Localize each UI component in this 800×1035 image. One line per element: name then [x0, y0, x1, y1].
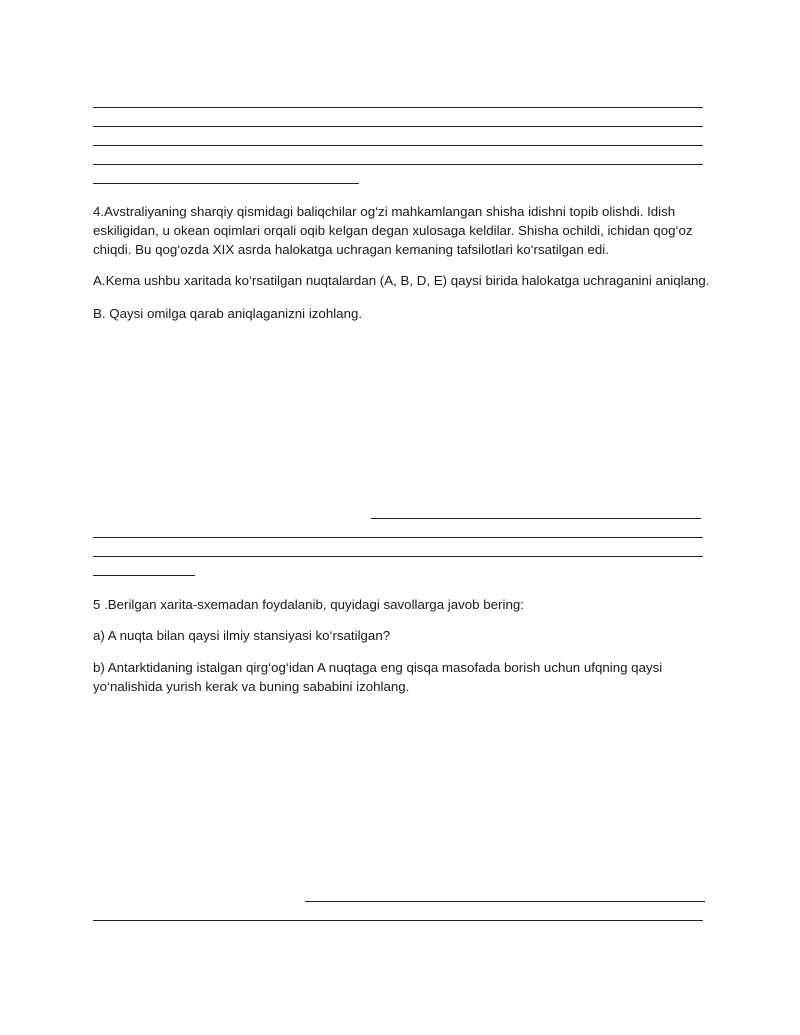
question-4-line: chiqdi. Bu qog‘ozda XIX asrda halokatga uchragan kemaning tafsilotlari ko‘rsatilgan edi.: [93, 242, 609, 257]
question-5-intro: [93, 595, 705, 614]
question-4-part-b-text: B. Qaysi omilga qarab aniqlaganizni izohlang.: [93, 306, 363, 321]
answer-line: [93, 145, 703, 146]
answer-line: [93, 556, 703, 557]
answer-line: [93, 575, 195, 576]
question-5-intro-text: 5 .Berilgan xarita-sxemadan foydalanib, quyidagi savollarga javob bering:: [93, 597, 524, 612]
question-5-part-b-line: yo‘nalishida yurish kerak va buning sababini izohlang.: [93, 679, 410, 694]
answer-line: [93, 164, 703, 165]
question-4-part-a: [93, 271, 710, 290]
answer-line: [93, 107, 703, 108]
answer-line: [305, 901, 705, 902]
answer-line: [93, 537, 703, 538]
question-4-part-b: [93, 304, 705, 323]
answer-line: [371, 518, 701, 519]
question-4-part-a-text: A.Kema ushbu xaritada ko‘rsatilgan nuqtalardan (A, B, D, E) qaysi birida halokatga uchraganini aniqlang.: [93, 273, 710, 288]
question-5-part-a-text: a) A nuqta bilan qaysi ilmiy stansiyasi ko‘rsatilgan?: [93, 628, 391, 643]
question-4-line: eskiligidan, u okean oqimlari orqali oqib kelgan degan xulosaga keldilar. Shisha ochildi, ichidan qog‘oz: [93, 223, 693, 238]
question-5-part-b: [93, 658, 705, 696]
question-4-line: 4.Avstraliyaning sharqiy qismidagi baliqchilar og‘zi mahkamlangan shisha idishni topib olishdi. Idish: [93, 204, 676, 219]
question-4-text: [93, 202, 705, 259]
answer-line: [93, 920, 703, 921]
question-5-part-b-line: b) Antarktidaning istalgan qirg‘og‘idan A nuqtaga eng qisqa masofada borish uchun ufqning qaysi: [93, 660, 663, 675]
question-5-part-a: [93, 626, 705, 645]
answer-line: [93, 126, 703, 127]
answer-line: [93, 183, 359, 184]
